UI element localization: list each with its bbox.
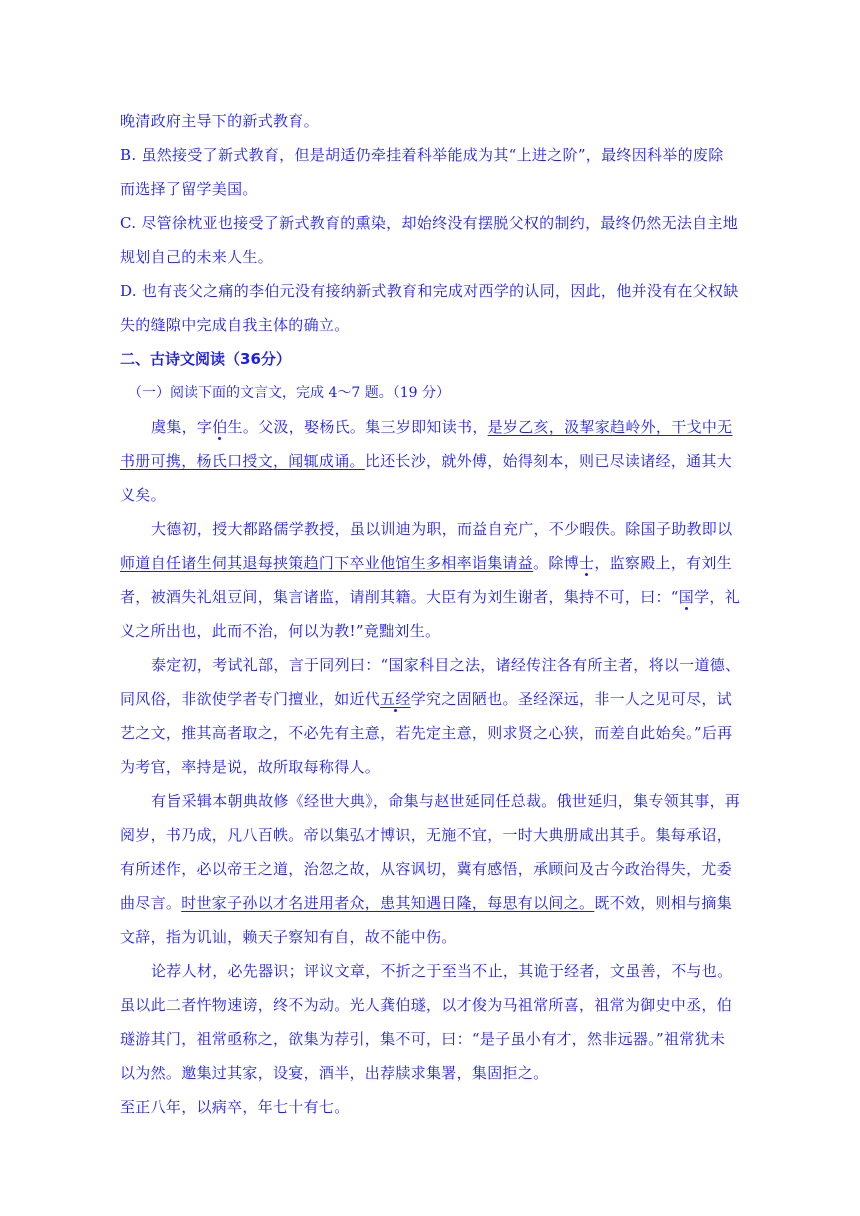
subsection-heading: （一）阅读下面的文言文，完成 4～7 题。（19 分） (128, 385, 450, 401)
option-a-tail: 晚清政府主导下的新式教育。 (120, 112, 319, 130)
passage-p3-line-3: 艺之文，推其高者取之，不必先有主意，若先定主意，则求贤之心狭，而差自此始矣。”后再 (120, 724, 733, 742)
underlined-sentence: 是岁乙亥，汲挈家趋岭外，干戈中无 (487, 418, 733, 436)
text-run: ，监察殿上，有刘生 (594, 554, 733, 572)
passage-p2-line-3 (120, 580, 740, 614)
passage-p5-line-3: 璲游其门，祖常亟称之，欲集为荐引，集不可，曰：“是子虽小有才，然非远器。”祖常犹未 (120, 1030, 726, 1048)
document-page (120, 104, 740, 1124)
section-heading: 二、古诗文阅读（36分） (120, 350, 291, 368)
text-run: 曲尽言。 (120, 894, 182, 912)
passage-p5-line-1: 论荐人材，必先器识；评议文章，不折之于至当不止，其诡于经者，文虽善，不与也。 (151, 962, 733, 980)
passage-p3-line-4: 为考官，率持是说，故所取每称得人。 (120, 758, 381, 776)
text-run: 既不效，则相与摘集 (594, 894, 733, 912)
option-d-line-2: 失的缝隙中完成自我主体的确立。 (120, 316, 350, 334)
passage-p3-line-2 (120, 682, 740, 716)
text-run: 。除博 (533, 554, 580, 572)
text-run: 者，被酒失礼俎豆间，集言诸监，请削其籍。大臣有为刘生谢者，集持不可，曰：“ (120, 588, 679, 606)
emphasis-dot-char: 国 (678, 588, 695, 606)
passage-p2-line-4: 义之所出也，此而不治，何以为教!”竟黜刘生。 (120, 622, 441, 640)
underlined-sentence: 时世家子孙以才名进用者众，患其知遇日隆，每思有以间之。 (181, 894, 595, 912)
text-run: 比还长沙，就外傅，始得刻本，则已尽读诸经，通其大 (364, 452, 733, 470)
emphasis-dot-char: 五经 (380, 690, 411, 708)
passage-p1-line-2 (120, 444, 740, 478)
passage-p4-line-1: 有旨采辑本朝典故修《经世大典》，命集与赵世延同任总裁。俄世延归，集专领其事，再 (151, 792, 741, 810)
text-run: 生。父汲，娶杨氏。集三岁即知读书， (227, 418, 488, 436)
option-c-line-1: C. 尽管徐枕亚也接受了新式教育的熏染，却始终没有摆脱父权的制约，最终仍然无法自主地 (120, 214, 739, 232)
passage-p4-line-4 (120, 886, 740, 920)
option-b-line-1: B. 虽然接受了新式教育，但是胡适仍牵挂着科举能成为其“上进之阶”，最终因科举的废除 (120, 146, 724, 164)
passage-p5-line-2: 虽以此二者忤物速谤，终不为动。光人龚伯璲，以才俊为马祖常所喜，祖常为御史中丞，伯 (120, 996, 733, 1014)
option-c-line-2: 规划自己的未来人生。 (120, 248, 274, 266)
passage-p3-line-1: 泰定初，考试礼部，言于同列曰：“国家科目之法，诸经传注各有所主者，将以一道德、 (151, 656, 741, 674)
passage-p6-line-1: 至正八年，以病卒，年七十有七。 (120, 1098, 350, 1116)
underlined-sentence: 师道自任诸生伺其退每挟策趋门下卒业他馆生多相率诣集请益 (120, 554, 534, 572)
passage-p2-line-1: 大德初，授大都路儒学教授，虽以训迪为职，而益自充广，不少暇佚。除国子助教即以 (151, 520, 733, 538)
passage-p1-line-1 (120, 410, 740, 444)
text-run: 学究之固陋也。圣经深远，非一人之见可尽，试 (410, 690, 733, 708)
passage-p4-line-3: 有所述作，必以帝王之道，治忽之故，从容讽切，冀有感悟，承顾问及古今政治得失，尤委 (120, 860, 733, 878)
emphasis-dot-char: 士 (579, 554, 595, 572)
passage-p5-line-4: 以为然。邀集过其家，设宴，酒半，出荐牍求集署，集固拒之。 (120, 1064, 549, 1082)
text-run: 同风俗，非欲使学者专门擅业，如近代 (120, 690, 381, 708)
underlined-sentence: 书册可携，杨氏口授文，闻辄成诵。 (120, 452, 365, 470)
text-run: 虞集，字 (151, 418, 213, 436)
passage-p2-line-2 (120, 546, 740, 580)
emphasis-dot-char: 伯 (212, 418, 228, 436)
option-b-line-2: 而选择了留学美国。 (120, 180, 258, 198)
passage-p4-line-2: 阅岁，书乃成，凡八百帙。帝以集弘才博识，无施不宜，一时大典册咸出其手。集每承诏， (120, 826, 733, 844)
passage-p1-line-3: 义矣。 (120, 486, 166, 504)
option-d-line-1: D. 也有丧父之痛的李伯元没有接纳新式教育和完成对西学的认同，因此，他并没有在父权缺 (120, 282, 739, 300)
passage-p4-line-5: 文辞，指为讥讪，赖天子察知有自，故不能中伤。 (120, 928, 457, 946)
text-run: 学，礼 (694, 588, 740, 606)
